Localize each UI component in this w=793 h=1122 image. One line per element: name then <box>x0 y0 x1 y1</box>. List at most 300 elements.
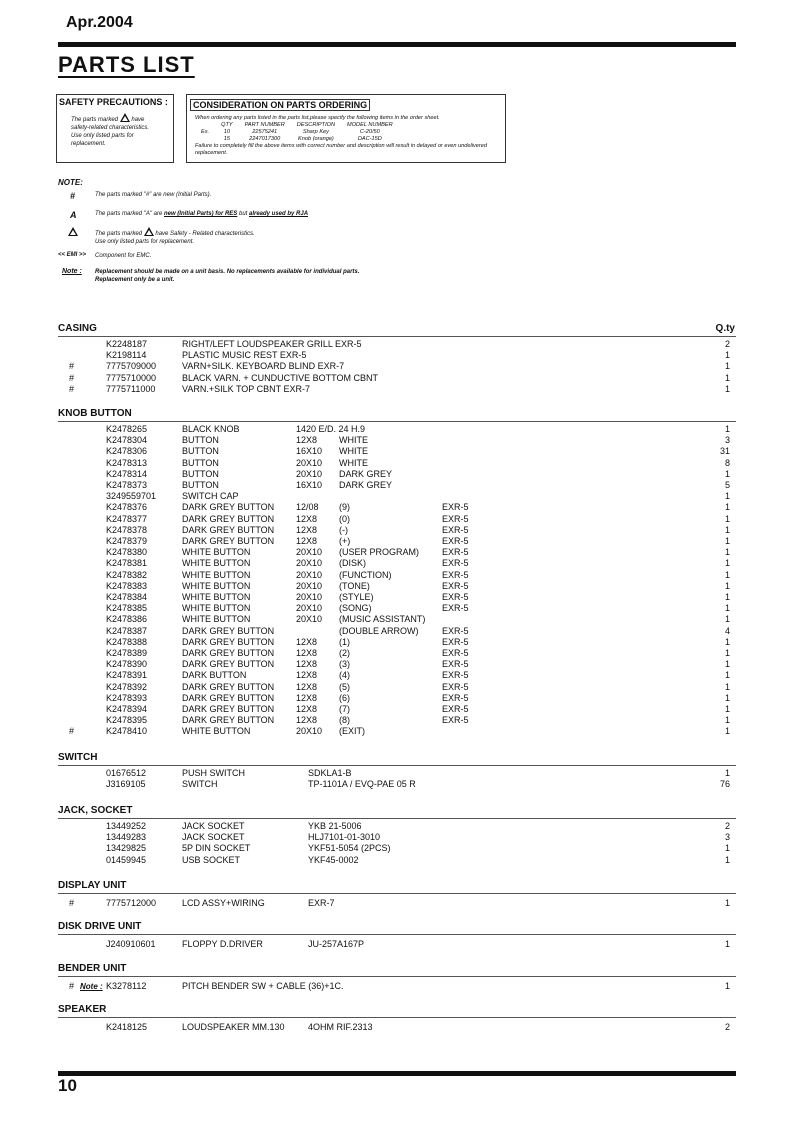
part-spec: DARK GREY <box>339 468 393 479</box>
part-number: K2478265 <box>106 424 148 434</box>
section-title: KNOB BUTTON <box>58 408 132 419</box>
part-number: K2478393 <box>106 692 148 703</box>
part-description: DARK GREY BUTTON <box>182 704 275 714</box>
part-description: USB SOCKET <box>182 854 241 865</box>
part-description: WHITE BUTTON <box>182 726 251 737</box>
section-rule <box>58 934 736 935</box>
part-size: 20X10 <box>296 614 323 625</box>
part-size: 1420 E/D. 24 H.9 <box>296 424 366 434</box>
part-size: 20X10 <box>296 558 323 569</box>
part-model: YKF45-0002 <box>308 854 359 865</box>
part-size: 12X8 <box>296 704 318 714</box>
part-model: EXR-5 <box>442 547 469 558</box>
part-qty: 1 <box>724 659 730 670</box>
part-description: JACK SOCKET <box>182 832 245 843</box>
section-title: SPEAKER <box>58 1004 107 1015</box>
section-rule <box>58 765 736 766</box>
part-description: VARN+SILK. KEYBOARD BLIND EXR-7 <box>182 361 345 372</box>
example-cell: 2247017300 <box>249 136 281 142</box>
part-model: EXR-5 <box>442 558 469 569</box>
ordering-intro: When ordering any parts listed in the parts list,please specify the following items in the order sheet. <box>195 115 440 121</box>
part-description: WHITE BUTTON <box>182 558 251 569</box>
part-size: 20X10 <box>296 580 323 591</box>
part-qty: 2 <box>724 339 730 349</box>
part-model: EXR-5 <box>442 670 469 681</box>
section-title: JACK, SOCKET <box>58 805 133 816</box>
table-row <box>58 339 736 350</box>
part-model: EXR-5 <box>442 603 469 614</box>
part-qty: 1 <box>724 491 730 502</box>
part-spec: (DOUBLE ARROW) <box>339 625 419 636</box>
warning-triangle-icon <box>144 227 154 236</box>
part-model: EXR-5 <box>442 636 469 647</box>
row-note: Note : <box>80 982 103 991</box>
part-description: PLASTIC MUSIC REST EXR-5 <box>182 350 307 361</box>
part-spec: (9) <box>339 502 350 513</box>
part-model: EXR-5 <box>442 569 469 580</box>
part-number: 01459945 <box>106 854 147 865</box>
part-qty: 1 <box>724 502 730 513</box>
safety-precautions-box <box>56 94 174 163</box>
table-row <box>58 570 736 581</box>
safety-line-3: Use only listed parts for <box>71 133 134 139</box>
part-model: EXR-5 <box>442 524 469 535</box>
part-qty: 1 <box>724 854 730 865</box>
part-model: 4OHM RIF.2313 <box>308 1022 373 1032</box>
part-qty: 1 <box>724 768 730 778</box>
part-model: YKF51-5054 (2PCS) <box>308 843 391 854</box>
example-cell: 22575241 <box>252 129 278 135</box>
notes-block <box>58 178 518 283</box>
part-model: EXR-5 <box>442 659 469 670</box>
table-row <box>58 855 736 866</box>
part-qty: 1 <box>724 692 730 703</box>
part-number: 7775711000 <box>106 383 156 394</box>
col-part-number: PART NUMBER <box>244 122 285 128</box>
ordering-title: CONSIDERATION ON PARTS ORDERING <box>190 99 370 111</box>
table-row <box>58 626 736 637</box>
part-qty: 1 <box>724 592 730 602</box>
notes-label: NOTE: <box>58 178 83 187</box>
section-title: DISPLAY UNIT <box>58 880 127 891</box>
part-number: K2478314 <box>106 468 148 479</box>
row-mark: # <box>69 898 75 908</box>
section-title: SWITCH <box>58 752 98 763</box>
part-size: 16X10 <box>296 480 323 490</box>
part-description: DARK GREY BUTTON <box>182 692 275 703</box>
note-text: Use only listed parts for replacement. <box>95 239 195 245</box>
table-row <box>58 480 736 491</box>
part-model: EXR-5 <box>442 536 469 546</box>
part-qty: 1 <box>724 704 730 714</box>
part-size: 20X10 <box>296 457 323 468</box>
note-symbol: Note : <box>62 268 82 275</box>
note-symbol: << EMI >> <box>58 252 87 258</box>
section-rule <box>58 893 736 894</box>
part-number: K2478377 <box>106 513 148 524</box>
table-row <box>58 514 736 525</box>
note-text: Replacement should be made on a unit basis. No replacements available for individual parts. <box>95 269 360 275</box>
part-model: EXR-7 <box>308 898 335 908</box>
part-spec: (FUNCTION) <box>339 569 392 580</box>
section-title: CASING <box>58 323 97 334</box>
part-qty: 3 <box>724 832 730 843</box>
bottom-rule <box>58 1071 736 1076</box>
part-number: 13449283 <box>106 832 147 843</box>
table-row <box>58 491 736 502</box>
part-description: LCD ASSY+WIRING <box>182 898 265 908</box>
part-number: K2478306 <box>106 446 148 457</box>
part-description: BUTTON <box>182 480 219 490</box>
part-number: K2478383 <box>106 580 148 591</box>
part-description: DARK GREY BUTTON <box>182 659 275 670</box>
table-row <box>58 592 736 603</box>
example-cell: C-20/50 <box>359 129 380 135</box>
part-qty: 1 <box>724 580 730 591</box>
part-spec: (3) <box>339 659 350 670</box>
part-qty: 1 <box>724 558 730 569</box>
part-spec: WHITE <box>339 435 368 446</box>
table-row <box>58 981 736 992</box>
part-qty: 1 <box>724 372 730 383</box>
page-title: PARTS LIST <box>58 52 195 77</box>
part-qty: 1 <box>724 569 730 580</box>
table-row <box>58 726 736 737</box>
part-qty: 1 <box>724 468 730 479</box>
part-number: K2478386 <box>106 614 148 625</box>
part-model: EXR-5 <box>442 681 469 692</box>
part-size: 20X10 <box>296 547 323 558</box>
part-model: YKB 21-5006 <box>308 821 362 831</box>
table-row <box>58 693 736 704</box>
part-spec: (0) <box>339 513 350 524</box>
table-row <box>58 424 736 435</box>
part-size: 12X8 <box>296 692 318 703</box>
part-description: DARK GREY BUTTON <box>182 524 275 535</box>
document-date: Apr.2004 <box>66 14 133 31</box>
table-row <box>58 536 736 547</box>
table-row <box>58 843 736 854</box>
part-spec: (2) <box>339 648 350 658</box>
note-text: Component for EMC. <box>95 253 152 259</box>
part-qty: 2 <box>724 821 730 831</box>
table-row <box>58 898 736 909</box>
part-qty: 1 <box>724 726 730 737</box>
part-model: HLJ7101-01-3010 <box>308 832 381 843</box>
table-row <box>58 384 736 395</box>
col-model-number: MODEL NUMBER <box>347 122 393 128</box>
part-number: K2478382 <box>106 569 148 580</box>
table-row <box>58 939 736 950</box>
table-row <box>58 715 736 726</box>
safety-title: SAFETY PRECAUTIONS : <box>59 97 168 107</box>
parts-ordering-box <box>186 94 506 163</box>
part-description: WHITE BUTTON <box>182 592 251 602</box>
part-qty: 1 <box>724 536 730 546</box>
part-qty: 1 <box>724 361 730 372</box>
section-title: DISK DRIVE UNIT <box>58 921 142 932</box>
section-rule <box>58 336 736 337</box>
note-text: have Safety - Related characteristics. <box>155 231 255 237</box>
table-row <box>58 558 736 569</box>
part-number: K2478379 <box>106 536 148 546</box>
table-row <box>58 670 736 681</box>
table-row <box>58 682 736 693</box>
part-spec: (EXIT) <box>339 726 365 737</box>
part-description: BUTTON <box>182 435 219 446</box>
part-description: DARK GREY BUTTON <box>182 625 275 636</box>
note-text-underlined: new (Initial Parts) for RES <box>163 211 238 217</box>
part-description: SWITCH CAP <box>182 491 239 502</box>
part-model: EXR-5 <box>442 625 469 636</box>
part-number: K2478381 <box>106 558 148 569</box>
part-size: 20X10 <box>296 726 323 737</box>
table-row <box>58 1022 736 1033</box>
safety-line-1b: have <box>131 117 145 123</box>
part-size: 12X8 <box>296 524 318 535</box>
part-size: 20X10 <box>296 468 323 479</box>
example-cell: 10 <box>223 129 230 135</box>
part-qty: 1 <box>724 648 730 658</box>
part-qty: 1 <box>724 350 730 361</box>
part-number: K2248187 <box>106 339 148 349</box>
part-model: EXR-5 <box>442 502 469 513</box>
part-number: K2478378 <box>106 524 148 535</box>
part-size: 16X10 <box>296 446 323 457</box>
table-row <box>58 525 736 536</box>
part-size: 20X10 <box>296 569 323 580</box>
part-spec: (USER PROGRAM) <box>339 547 420 558</box>
table-row <box>58 446 736 457</box>
section-rule <box>58 818 736 819</box>
table-row <box>58 659 736 670</box>
part-number: K2478388 <box>106 636 148 647</box>
row-mark: # <box>69 726 75 737</box>
part-description: DARK GREY BUTTON <box>182 636 275 647</box>
part-spec: (STYLE) <box>339 592 374 602</box>
note-text: Replacement only be a unit. <box>95 277 175 283</box>
row-mark: # <box>69 372 75 383</box>
part-size: 12X8 <box>296 435 318 446</box>
top-rule <box>58 42 736 47</box>
part-description: BUTTON <box>182 446 219 457</box>
table-row <box>58 350 736 361</box>
part-description: WHITE BUTTON <box>182 547 251 558</box>
part-model: EXR-5 <box>442 513 469 524</box>
ordering-footer: Failure to completely fill the above items with correct number and description will result in delayed or even undelivered replacement. <box>195 143 487 156</box>
part-model: JU-257A167P <box>308 939 365 949</box>
table-row <box>58 614 736 625</box>
note-text: The parts marked "#" are new (Initial Parts). <box>95 192 212 198</box>
section-rule <box>58 1017 736 1018</box>
part-model: TP-1101A / EVQ-PAE 05 R <box>308 779 416 790</box>
page-number: 10 <box>58 1076 77 1095</box>
part-qty: 1 <box>724 939 730 949</box>
table-row <box>58 458 736 469</box>
part-qty: 1 <box>724 681 730 692</box>
part-number: K2478410 <box>106 726 148 737</box>
table-row <box>58 435 736 446</box>
part-size: 20X10 <box>296 603 323 614</box>
part-number: K2478389 <box>106 648 148 658</box>
part-spec: (5) <box>339 681 350 692</box>
part-size: 12X8 <box>296 670 318 681</box>
part-qty: 1 <box>724 547 730 558</box>
part-spec: (MUSIC ASSISTANT) <box>339 614 426 625</box>
part-model: EXR-5 <box>442 648 469 658</box>
table-row <box>58 361 736 372</box>
part-description: RIGHT/LEFT LOUDSPEAKER GRILL EXR-5 <box>182 339 362 349</box>
section-rule <box>58 976 736 977</box>
part-qty: 1 <box>724 424 730 434</box>
part-qty: 76 <box>719 779 730 790</box>
part-description: BUTTON <box>182 468 219 479</box>
part-number: K2478392 <box>106 681 148 692</box>
part-description: VARN.+SILK TOP CBNT EXR-7 <box>182 383 310 394</box>
part-spec: (1) <box>339 636 350 647</box>
part-spec: (+) <box>339 536 351 546</box>
part-number: K2478394 <box>106 704 148 714</box>
example-cell: Sharp Key <box>302 129 329 135</box>
part-spec: DARK GREY <box>339 480 393 490</box>
part-qty: 8 <box>724 457 730 468</box>
qty-column-header: Q.ty <box>715 323 735 334</box>
part-qty: 1 <box>724 981 730 991</box>
example-cell: 15 <box>223 136 230 142</box>
part-spec: (4) <box>339 670 350 681</box>
part-description: BUTTON <box>182 457 219 468</box>
part-description: DARK GREY BUTTON <box>182 513 275 524</box>
part-model: EXR-5 <box>442 715 469 726</box>
table-row <box>58 832 736 843</box>
table-row <box>58 779 736 790</box>
col-qty: QTY <box>221 122 233 128</box>
part-qty: 1 <box>724 636 730 647</box>
note-text: The parts marked <box>95 231 143 237</box>
part-number: K2478395 <box>106 715 148 726</box>
part-number: 13449252 <box>106 821 147 831</box>
safety-line-1a: The parts marked <box>71 117 119 123</box>
part-qty: 5 <box>724 480 730 490</box>
part-number: K2478385 <box>106 603 148 614</box>
part-size: 12X8 <box>296 659 318 670</box>
part-description: SWITCH <box>182 779 218 790</box>
warning-triangle-icon <box>120 113 130 122</box>
part-number: K2478380 <box>106 547 148 558</box>
col-description: DESCRIPTION <box>296 122 336 128</box>
part-number: K2418125 <box>106 1022 148 1032</box>
note-symbol: A <box>70 210 77 220</box>
part-description: PUSH SWITCH <box>182 768 245 778</box>
part-description: WHITE BUTTON <box>182 569 251 580</box>
part-spec: (DISK) <box>339 558 366 569</box>
row-mark: # <box>69 383 75 394</box>
part-number: 7775710000 <box>106 372 157 383</box>
part-number: K3278112 <box>106 981 147 991</box>
part-qty: 1 <box>724 513 730 524</box>
part-model: EXR-5 <box>442 704 469 714</box>
part-number: K2478313 <box>106 457 148 468</box>
part-model: EXR-5 <box>442 592 469 602</box>
part-size: 12/08 <box>296 502 319 513</box>
warning-triangle-icon <box>68 227 78 236</box>
row-mark: # <box>69 981 75 991</box>
part-spec: WHITE <box>339 457 368 468</box>
table-row <box>58 469 736 480</box>
part-size: 12X8 <box>296 636 318 647</box>
row-mark: # <box>69 361 75 372</box>
part-number: 7775712000 <box>106 898 157 908</box>
part-spec: (8) <box>339 715 350 726</box>
part-spec: (6) <box>339 692 350 703</box>
note-text-underlined: already used by RJA <box>249 211 309 217</box>
table-row <box>58 502 736 513</box>
part-qty: 2 <box>724 1022 730 1032</box>
part-qty: 1 <box>724 898 730 908</box>
example-label: Ex. <box>201 129 210 135</box>
part-description: DARK GREY BUTTON <box>182 536 275 546</box>
part-spec: (TONE) <box>339 580 370 591</box>
part-size: 12X8 <box>296 513 318 524</box>
part-number: K2478384 <box>106 592 148 602</box>
part-qty: 1 <box>724 383 730 394</box>
example-cell: Knob (orange) <box>298 136 334 142</box>
table-row <box>58 637 736 648</box>
part-qty: 1 <box>724 524 730 535</box>
table-row <box>58 373 736 384</box>
part-description: WHITE BUTTON <box>182 614 251 625</box>
part-number: 13429825 <box>106 843 147 854</box>
part-qty: 1 <box>724 614 730 625</box>
part-description: DARK GREY BUTTON <box>182 681 275 692</box>
part-description: 5P DIN SOCKET <box>182 843 251 854</box>
part-description: DARK GREY BUTTON <box>182 715 275 726</box>
part-size: 12X8 <box>296 536 318 546</box>
ordering-example-table <box>195 122 399 143</box>
part-qty: 4 <box>724 625 730 636</box>
part-qty: 1 <box>724 603 730 614</box>
part-model: EXR-5 <box>442 692 469 703</box>
part-spec: (7) <box>339 704 350 714</box>
part-number: 01676512 <box>106 768 147 778</box>
part-description: DARK GREY BUTTON <box>182 648 275 658</box>
part-qty: 31 <box>719 446 730 457</box>
table-row <box>58 704 736 715</box>
part-size: 20X10 <box>296 592 323 602</box>
part-model: EXR-5 <box>442 580 469 591</box>
part-description: DARK GREY BUTTON <box>182 502 275 513</box>
safety-line-2: safety-related characteristics. <box>71 125 150 131</box>
part-number: K2478390 <box>106 659 148 670</box>
part-number: K2478373 <box>106 480 148 490</box>
part-size: 12X8 <box>296 715 318 726</box>
note-text: The parts marked "A" are <box>95 211 164 217</box>
part-number: K2198114 <box>106 350 147 361</box>
part-model: SDKLA1-B <box>308 768 352 778</box>
example-cell: DAC-15D <box>357 136 382 142</box>
part-spec: (-) <box>339 524 348 535</box>
safety-line-4: replacement. <box>71 141 106 147</box>
part-qty: 3 <box>724 435 730 446</box>
part-number: K2478304 <box>106 435 148 446</box>
part-description: LOUDSPEAKER MM.130 <box>182 1022 285 1032</box>
part-description: PITCH BENDER SW + CABLE (36)+1C. <box>182 981 344 991</box>
table-row <box>58 768 736 779</box>
part-spec: WHITE <box>339 446 368 457</box>
part-qty: 1 <box>724 670 730 681</box>
part-number: 7775709000 <box>106 361 157 372</box>
section-title: BENDER UNIT <box>58 963 127 974</box>
